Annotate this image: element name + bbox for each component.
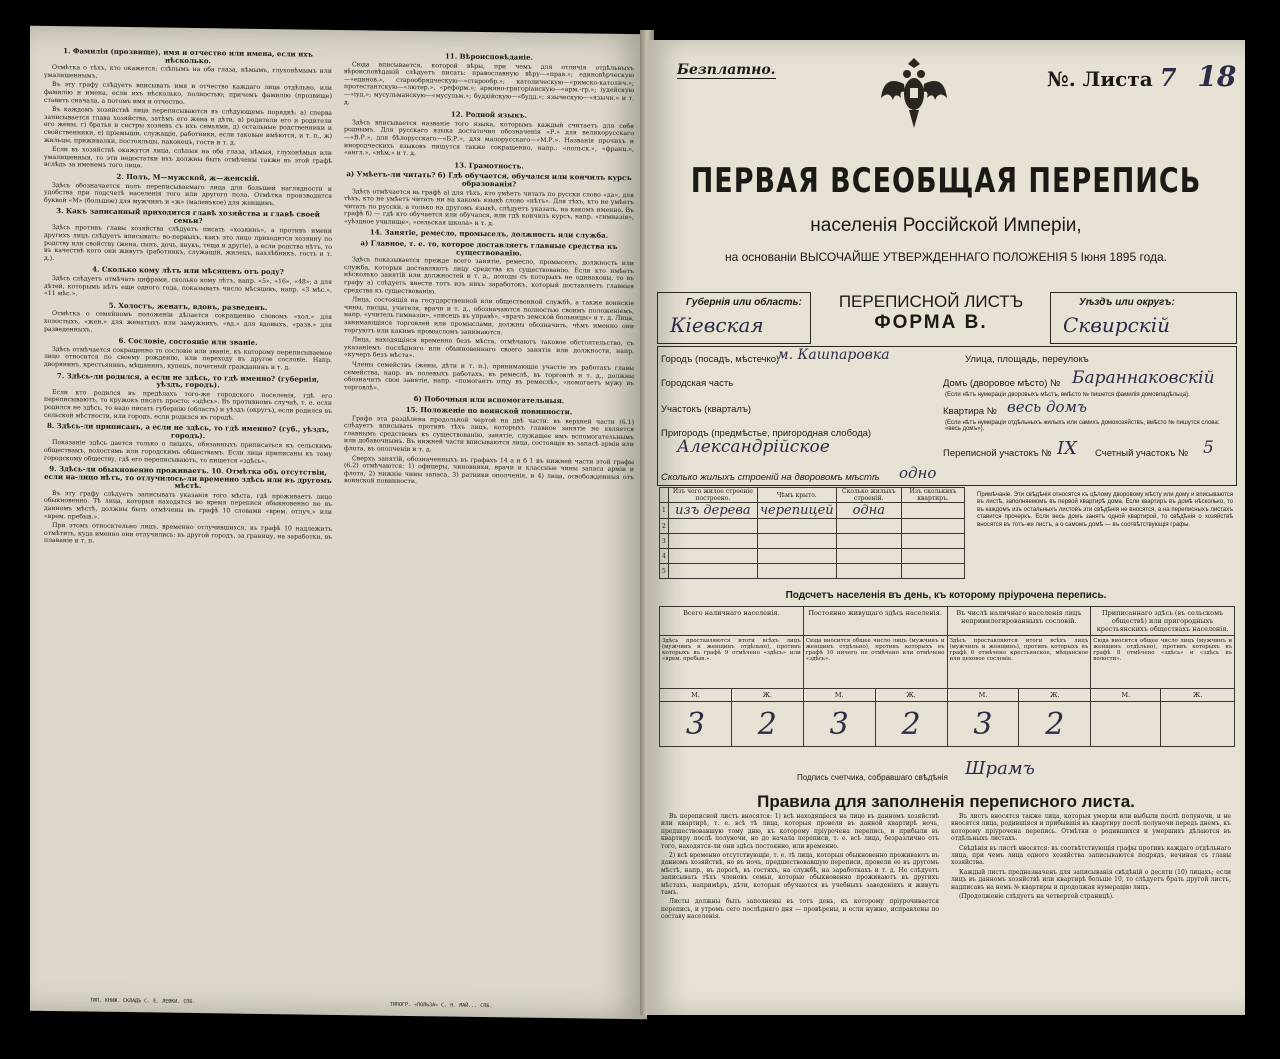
counter-district-label: Счетный участокъ №: [1095, 448, 1189, 459]
tally-value-registered-zh: [1161, 702, 1235, 747]
tally-header-nonprivileged: Въ числѣ наличнаго населенія лицъ непривилегированныхъ сословій.: [947, 607, 1091, 636]
tally-header-permanent: Постоянно живущаго здѣсь населенія.: [803, 607, 947, 636]
free-of-charge-label: Безплатно.: [677, 62, 776, 78]
left-page-instructions: [30, 26, 647, 1020]
tally-title: Подсчетъ населенія въ день, къ которому пріурочена перепись.: [785, 590, 1107, 601]
tally-value-permanent-zh: 2: [875, 702, 947, 747]
tally-desc-total: Здѣсь проставляются итоги всѣхъ лицъ (мужчинъ и женщинъ отдѣльно), противъ которыхъ въ графѣ 9 отмѣчено «здѣсь» или «врем. пребыв.».: [660, 636, 804, 689]
section-heading: 14. Занятіе, ремесло, промыселъ, должность или служба.: [369, 227, 609, 241]
buildings-note: Примѣчаніе. Эти свѣдѣнія относятся къ цѣлому дворовому мѣсту или дому и вписываются въ листѣ, заполняемомъ въ первой квартирѣ дома. Если квартиръ въ домѣ нѣсколько, то въ каждомъ изъ остальныхъ листовъ эти свѣдѣнія не вносятся, а на переписныхъ листахъ ставится прочеркъ. Если весь домъ занятъ одной квартирой, то свѣдѣнія о хозяйствѣ вносятся въ тотъ-же листъ, а о самомъ домѣ — въ соотвѣтствующія графы.: [977, 492, 1233, 528]
tally-header-registered: Приписаннаго здѣсь (въ сельскомъ обществѣ) или пригородныхъ крестьянскихъ обществахъ населенія.: [1091, 607, 1235, 636]
section-heading: б) Побочныя или вспомогательныя.: [413, 394, 565, 406]
tally-zh-2: Ж.: [875, 689, 947, 702]
tally-sex-row: [660, 689, 1235, 702]
section-heading: 13. Грамотность.: [454, 160, 524, 171]
house-label: Домъ (дворовое мѣсто) №: [943, 378, 1061, 389]
rule-paragraph: Въ переписной листъ вносятся: 1) всѣ находящіеся на лицо въ данномъ хозяйствѣ или квартирѣ, т. е. всѣ тѣ лица, которыя провели въ данной квартирѣ ночь, предшествовавшую тому дню, къ которому пріурочена перепись, и прибыли въ квартиру послѣ полуночи, но до начала переписи, т. е. всѣ лица, безразлично отъ того, находятся-ли они здѣсь постоянно, или временно.: [661, 813, 939, 850]
bld-row-roof: черепицей: [757, 503, 836, 519]
instructions-column-2: [344, 48, 634, 491]
uezd-value: Сквирскій: [1063, 313, 1170, 337]
flat-note: (Если нѣтъ нумераціи отдѣльныхъ жилыхъ или самихъ домохозяйствъ, вмѣсто № пишутся слова: «весь домъ»).: [945, 420, 1220, 432]
paragraph: Въ эту графу слѣдуетъ вписывать имя и отчество каждаго лица отдѣльно, или фамилію и имена, если ихъ нѣсколько, полностью; причемъ фамилію (прозвище) ставить сначала, а потомъ имя и отчество.: [44, 81, 332, 106]
buildings-count-label: Сколько жилыхъ строеній на дворовомъ мѣстѣ: [661, 472, 880, 483]
paragraph: Графа эта раздѣлена продольной чертой на двѣ части: въ верхней части (6.1) слѣдуетъ вписывать противъ тѣхъ лицъ, которыхъ главное занятіе не является главнымъ средствомъ къ существованію, занятіе, служащее имъ вспомогательнымъ или добавочнымъ. Въ нижней части вписываются лица, состоящія въ запасѣ армiи или флота, въ ополченіи и т. д.: [344, 414, 634, 454]
paragraph: Сверхъ занятій, обозначенныхъ въ графахъ 14 а и б 1 въ нижней части этой графы (6.2) отмѣчаются: 1) офицеры, чиновники, врачи и классные чины запаса арміи и флота, 2) нижніе чины запаса, 3) ратники ополченія, и 4) лица, освобожденныя отъ воинской повинности.: [344, 454, 634, 486]
form-title: [815, 292, 1047, 334]
tally-desc-permanent: Сюда вносится общее число лицъ (мужчинъ и женщинъ отдѣльно), противъ которыхъ въ графѣ 10 ничего не отмѣчено или отмѣчено «здѣсь».: [803, 636, 947, 689]
paragraph: Здѣсь отмѣчается сокращенно то сословіе или званіе, къ которому переписываемое лицо относится по своему рожденію, или переходу въ другое сословіе. Напр. дворянинъ, крестьянинъ, мѣщанинъ, купецъ, почетный гражданинъ и т. д.: [44, 345, 332, 372]
bld-header-flats: Изъ сколькихъ квартиръ.: [901, 488, 964, 503]
printer-imprint-right: ТИПОГР. «ПОЛЬЗА» С. Н. МАЙ... СПБ.: [390, 1001, 493, 1010]
rules-title: Правила для заполненія переписного листа.: [757, 792, 1135, 811]
paragraph: Отмѣтка о семейномъ положеніи дѣлается сокращенно словомъ «хол.» для холостыхъ, «жен.» для женатыхъ или замужнихъ, «вд.» для вдовыхъ, «разв.» для разведенныхъ.: [44, 310, 332, 334]
paragraph: Здѣсь обозначается полъ переписываемаго лица для большей наглядности и удобства при подсчетѣ населенія того или другого пола. Отмѣтка производится буквой «М» (большое) для мужчинъ и «ж» (маленькое) для женщинъ.: [44, 181, 332, 207]
rule-paragraph: 2) всѣ временно отсутствующіе, т. е. тѣ лица, которыя обыкновенно проживаютъ въ данномъ хозяйствѣ, но въ ночь, предшествовавшую переписи, провели ее въ другомъ мѣстѣ, напр., въ дорогѣ, въ гостяхъ, на службѣ, на заработкахъ и т. д. Не слѣдуетъ записывать тѣхъ членовъ семьи, которые обыкновенно проживаютъ въ другихъ мѣстахъ, напримѣръ, дѣти, которыя обучаются въ учебныхъ заведеніяхъ и живутъ тамъ.: [661, 852, 939, 897]
sheet-number-label: №. Листа: [1047, 67, 1153, 91]
signature-label: Подпись счетчика, собравшаго свѣдѣнія: [797, 773, 948, 782]
counter-signature: Шрамъ: [965, 758, 1035, 779]
flat-value: весь домъ: [1007, 398, 1087, 416]
table-row: 2: [660, 519, 965, 534]
bld-header-count: Сколько жилыхъ строеній.: [836, 488, 901, 503]
section-heading: 6. Сословіе, состояніе или званіе.: [118, 336, 258, 348]
tally-value-permanent-m: 3: [803, 702, 875, 747]
section-heading: 7. Здѣсь-ли родился, а если не здѣсь, то гдѣ именно? (губернія, уѣздъ, городъ).: [56, 370, 320, 390]
paragraph: Отмѣтка о тѣхъ, кто окажется: слѣпымъ на оба глаза, нѣмымъ, глухонѣмымъ или умалишеннымъ.: [44, 64, 332, 80]
rule-paragraph: (Продолженіе слѣдуетъ на четвертой страницѣ).: [959, 893, 1114, 901]
uezd-label: Уѣздъ или округъ:: [1079, 297, 1175, 308]
city-label: Городъ (посадъ, мѣстечко): [661, 354, 780, 365]
section-heading: а) Главное, т. е. то, которое доставляетъ главные средства къ существованію.: [360, 238, 618, 258]
paragraph: Здѣсь отмѣчается вь графѣ а) для тѣхъ, кто умѣетъ читать по русски слово «да», для тѣхъ, кто не умѣетъ читать ни на какомъ языкѣ слово «нѣтъ». Для тѣхъ, кто не умѣетъ читать по русски, а только на другомъ языкѣ, слѣдуетъ указать, на какомъ именно. Въ графѣ б) — гдѣ кто обучается или обучался, или гдѣ кончилъ курсъ, напр. «гимназія», «уѣздное училище», «сельская школа» и т. д.: [344, 187, 634, 228]
rule-paragraph: Каждый листъ предназначенъ для записыванія свѣдѣній о десяти (10) лицахъ; если лицъ въ данномъ хозяйствѣ или квартирѣ больше 10, то слѣдуетъ брать другой листъ, надписавъ на немъ № квартиры и продолжая нумерацію лицъ.: [951, 868, 1231, 891]
tally-zh-3: Ж.: [1019, 689, 1091, 702]
counter-district-value: 5: [1203, 438, 1214, 458]
house-note: (Если нѣтъ нумераціи дворовыхъ мѣстъ, вмѣсто № пишется фамилія домовладѣльца).: [945, 392, 1190, 398]
section-heading: 11. Вѣроисповѣданіе.: [445, 51, 533, 62]
tally-desc-row: [660, 636, 1235, 689]
rule-paragraph: Въ листъ вносятся также лица, которыя умерли или выбыли послѣ полуночи, и не вносятся лица, родившіяся и прибывшія въ квартиру послѣ полуночи передъ днемъ, къ которому пріурочена перепись. Отмѣтки о родившихся и умершихъ дѣлаются въ отдѣльныхъ листахъ.: [951, 813, 1231, 843]
legal-basis: на основаніи ВЫСОЧАЙШЕ УТВЕРЖДЕННАГО ПОЛОЖЕНІЯ 5 Іюня 1895 года.: [724, 250, 1167, 264]
bld-row-flats: [901, 503, 964, 519]
buildings-count-value: одно: [899, 464, 937, 482]
table-row: 4: [660, 549, 965, 564]
tally-value-registered-m: [1091, 702, 1161, 747]
tally-m-3: М.: [947, 689, 1019, 702]
section-heading: 15. Положеніе по воинской повинности.: [405, 404, 573, 417]
rule-paragraph: Листы должны быть заполнены въ тотъ день, къ которому пріурочивается перепись, и утромъ сего послѣдняго дня — провѣрены, и если нужно, исправлены по составу населенія.: [661, 898, 939, 921]
tally-value-nonpriv-zh: 2: [1019, 702, 1091, 747]
census-form-page: [647, 40, 1245, 1015]
tally-header-row: [660, 607, 1235, 636]
section-heading: 8. Здѣсь-ли приписанъ, а если не здѣсь, то гдѣ именно? (губ., уѣздъ, городъ).: [46, 421, 330, 440]
city-part-label: Городская часть: [661, 378, 734, 389]
suburb-label: Пригородъ (предмѣстье, пригородная слобода): [661, 428, 872, 439]
paragraph: Члены семействъ (жены, дѣти и т. п.), принимающіе участіе въ работахъ главы семейства, напр. въ полевыхъ работахъ, въ ремеслѣ, въ торговлѣ и т. д., должны обозначить свое занятіе, напр. «помогаетъ отцу въ ремеслѣ», «помогаетъ мужу въ торговлѣ».: [344, 361, 634, 392]
tally-m-2: М.: [803, 689, 875, 702]
district-label: Участокъ (кварталъ): [661, 404, 752, 415]
rules-column-2: [951, 813, 1231, 902]
bld-row-count: одна: [836, 503, 901, 519]
paragraph: Лица, находящіяся временно безъ мѣста, отмѣчаютъ таковое обстоятельство, съ указаніемъ послѣдняго или обыкновеннаго своего занятія или должности, напр. «кучеръ безъ мѣста».: [344, 336, 634, 360]
rules-column-1: [661, 813, 939, 923]
instructions-column-1: [44, 44, 332, 551]
tally-value-nonpriv-m: 3: [947, 702, 1019, 747]
sheet-number-handwritten: 7: [1159, 63, 1177, 92]
gubernia-value: Кіевская: [670, 313, 764, 337]
bld-header-num: [660, 488, 669, 503]
corner-archive-number: 18: [1197, 60, 1237, 93]
bld-row-material: изъ дерева: [668, 503, 757, 519]
paragraph: Здѣсь слѣдуетъ отмѣчать цифрами, сколько кому лѣтъ, напр. «5», «16», «48»; а для дѣтей, которымъ нѣтъ еще одного года, показывать число мѣсяцевъ, напр. «3 мѣс.», «11 мѣс.».: [44, 275, 332, 298]
section-heading: 3. Какъ записанный приходится главѣ хозяйства и главѣ своей семьи?: [56, 206, 320, 225]
rule-paragraph: Свѣдѣнія въ листѣ вносятся: въ соотвѣтствующія графы противъ каждаго отдѣльнаго лица, при чемъ лица одного хозяйства записываются подрядъ, начиная съ главы хозяйства.: [951, 844, 1231, 867]
tally-value-total-zh: 2: [731, 702, 803, 747]
buildings-table: [659, 487, 965, 579]
paragraph: Въ эту графу слѣдуетъ записывать указанія того мѣста, гдѣ проживаетъ лицо обыкновенно. Тѣ лица, которыя находятся во время переписи обыкновенно не въ данномъ мѣстѣ, должны быть отмѣчены въ графѣ 10 словами «врем. отлуч.» или «врем. пребыв.».: [44, 489, 332, 521]
paragraph: Здѣсь противъ главы хозяйства слѣдуетъ писать «хозяинъ», а противъ имени другихъ лицъ слѣдуетъ вписывать: во-первыхъ, какъ это лицо приходится хозяину по родству или свойству (жена, сынъ, дочь, внукъ, теща и другіе), а если родства нѣтъ, то въ качествѣ кого они живутъ (работникъ, служащій, жилецъ, нахлѣбникъ, гость и т. д.).: [44, 224, 332, 262]
tally-value-total-m: 3: [660, 702, 732, 747]
tally-desc-nonprivileged: Здѣсь проставляются итоги всѣхъ лицъ (мужчинъ и женщинъ), противъ которыхъ въ графѣ 6 отмѣчено крестьянское, мѣщанское или цеховое сословіе.: [947, 636, 1091, 689]
census-district-label: Переписной участокъ №: [943, 448, 1052, 459]
census-title: ПЕРВАЯ ВСЕОБЩАЯ ПЕРЕПИСЬ: [690, 162, 1202, 201]
tally-header-total: Всего наличнаго населенія.: [660, 607, 804, 636]
imperial-eagle-emblem-icon: [879, 54, 949, 134]
section-heading: 9. Здѣсь-ли обыкновенно проживаетъ. 10. Отмѣтка объ отсутствіи, если на-лицо нѣтъ, то отлучилось-ли временно здѣсь или въ другомъ мѣстѣ.: [44, 464, 332, 491]
paragraph: Здѣсь вписывается названіе того языка, которымъ каждый считаетъ для себя роднымъ. Для русскаго языка достаточно обозначенія «Р.» для великорусскаго—«В.Р.», для бѣлорусскаго—«Б.Р.», для малорусскаго—«М.Р.». Названія прочихъ и инородческихъ языковъ пишутся также сокращенно, напр.: «польск.», «франц.», «англ.», «нѣм.» и т. д.: [344, 118, 634, 158]
sheet-number: [1047, 60, 1236, 93]
paragraph: Лица, состоящія на государственной или общественной службѣ, а также воинскіе чины, писцы, учителя, врачи и т. д., обозначаются полностью своимъ положеніемъ, напр. «учитель гимназіи», «писецъ въ управѣ», «врачъ земской больницы» и т. д. Лица, занимающіяся торговлей или промыслами, должны обозначить, чѣмъ именно они торгуютъ или какимъ промысломъ занимаются.: [344, 296, 634, 336]
gubernia-box: [657, 292, 811, 344]
section-heading: а) Умѣетъ-ли читать? б) Гдѣ обучается, обучался или кончилъ курсъ образованія?: [346, 169, 632, 189]
city-value: м. Кашпаровка: [777, 347, 890, 363]
tally-values-row: [660, 702, 1235, 747]
table-row: 3: [660, 534, 965, 549]
tally-desc-registered: Сюда вносится общее число лицъ (мужчинъ и женщинъ отдѣльно), противъ которыхъ въ графѣ 8 отмѣчено «здѣсь» и «здѣсь въ волости».: [1091, 636, 1235, 689]
section-heading: 1. Фамилія (прозвище), имя и отчество или имена, если ихъ нѣсколько.: [63, 46, 313, 65]
paragraph: Если кто родился въ предѣлахъ того-же городского поселенія, гдѣ его переписываютъ, то кружокъ писать просто: «здѣсь». Въ противномъ случаѣ, т. е. если родился не здѣсь, то надо писать губернію (область) и уѣздъ (округъ), если родился въ сельской мѣстности, или городъ, если родился въ городѣ.: [44, 388, 332, 422]
paragraph: Въ каждомъ хозяйствѣ лица переписываются въ слѣдующемъ порядкѣ: а) сперва записывается глава хозяйства, затѣмъ его жена и дѣти, в) родители его и родители его жены. г) братья и сестры хозяевъ съ ихъ семьями, д) остальные родственники и свойственники, е) пріемыши, служащіе, работники, если таковые имѣются, и т. п., ж) жильцы, приживалки, постояльцы, наконецъ, гости и т. д.: [44, 106, 332, 147]
form-title-line1: ПЕРЕПИСНОЙ ЛИСТЪ: [838, 292, 1024, 311]
house-value: Бараннаковскій: [1072, 368, 1215, 388]
section-heading: 5. Холостъ, женатъ, вдовъ, разведенъ.: [108, 300, 268, 312]
bld-header-roof: Чѣмъ крыто.: [757, 488, 836, 503]
flat-label: Квартира №: [943, 406, 997, 417]
paragraph: Здѣсь показывается прежде всего занятіе, ремесло, промыселъ, должность или служба, которыя доставляютъ лицу средства къ существованію. Если кто имѣетъ нѣсколько занятій или должностей и т. д., доходы съ которыхъ не одинаковы, то въ графу а) слѣдуетъ внести тотъ изъ нихъ заработокъ, который доставляетъ главныя средства къ существованію.: [344, 256, 634, 295]
bld-row-num: 1: [660, 503, 669, 519]
form-title-line2: ФОРМА В.: [874, 312, 988, 333]
gubernia-label: Губернія или область:: [686, 297, 802, 308]
bld-header-material: Изъ чего жилое строеніе построено.: [668, 488, 757, 503]
census-subtitle: населенія Россійской Имперіи,: [810, 215, 1082, 236]
paragraph: Сюда вписывается, которой вѣры, при чемъ для отличія отдѣльныхъ вѣроисповѣданій слѣдуетъ писать: православную вѣру—«прав.»; единовѣрческую—«единов.», старообрядческую—«старообр.»; католическую—«римско-католич.»; протестантскую—«лютер.», «реформ.»; армяно-григоріанскую—«арм.-гр.»; іудейскую—«іуд.»; мусульманскую—«мусульм.»; буддійскую—«будд.»; языческую—«язычн.» и т. д.: [344, 60, 634, 106]
section-heading: 12. Родной языкъ.: [450, 109, 528, 120]
table-row: 5: [660, 564, 965, 579]
street-label: Улица, площадь, переулокъ: [965, 354, 1089, 365]
population-tally-table: [659, 606, 1235, 747]
printer-imprint-left: ТИП. КНИЖ. СКЛАДЪ С. Е. ЛЕВКИ. СПБ.: [90, 997, 196, 1006]
tally-m-4: М.: [1091, 689, 1161, 702]
paragraph: Если въ хозяйствѣ окажутся лица, слѣпыя на оба глаза, нѣмыя, глухонѣмыя или умалишенныя, то эти недостатки ихъ должны быть отмѣчены также въ этой графѣ вслѣдъ за именемъ того лица.: [44, 146, 332, 170]
buildings-table-header: [660, 488, 965, 503]
paragraph: Показаніе здѣсь дается только о лицахъ, обязанныхъ приписаться къ сельскимъ обществамъ, волостямъ или городскимъ обществамъ. Если лица приписаны къ тому городскому обществу, гдѣ его переписываютъ, то пишется «здѣсь».: [44, 439, 332, 465]
tally-zh-1: Ж.: [731, 689, 803, 702]
suburb-value: Александрійское: [677, 437, 830, 457]
section-heading: 2. Полъ, М—мужской, ж—женскій.: [116, 171, 260, 183]
tally-zh-4: Ж.: [1161, 689, 1235, 702]
paragraph: При этомъ относительно лицъ, временно отлучившихся, въ графѣ 10 надлежитъ отмѣтить, куда именно они отлучились: въ другой городъ, за границу, на заработки, въ плаваніе и т. п.: [44, 522, 332, 546]
census-district-value: IX: [1057, 438, 1077, 459]
table-row: [660, 503, 965, 519]
uezd-box: [1050, 292, 1237, 344]
tally-m-1: М.: [660, 689, 732, 702]
section-heading: 4. Сколько кому лѣтъ или мѣсяцевъ отъ роду?: [92, 264, 284, 277]
